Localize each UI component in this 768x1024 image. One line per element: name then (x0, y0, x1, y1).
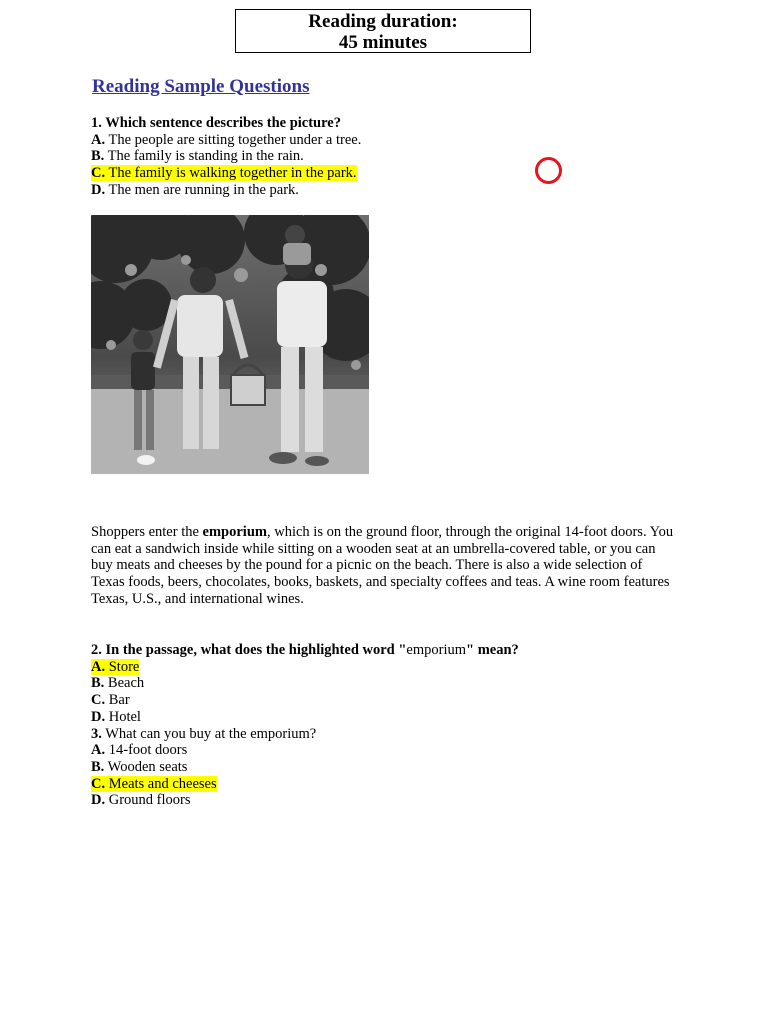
question-1-option-b: B. The family is standing in the rain. (91, 148, 304, 165)
question-2-option-a: A. Store (91, 658, 140, 675)
question-3-option-b: B. Wooden seats (91, 758, 188, 775)
section-title: Reading Sample Questions (92, 76, 310, 97)
answer-circle-icon (535, 157, 562, 184)
question-3-option-a: A. 14-foot doors (91, 742, 188, 759)
question-1-option-a: A. The people are sitting together under a tree. (91, 131, 362, 148)
question-3-option-d: D. Ground floors (91, 792, 191, 809)
question-1-option-d: D. The men are running in the park. (91, 181, 299, 198)
question-2-option-c: C. Bar (91, 692, 130, 709)
question-1-prompt: 1. Which sentence describes the picture? (91, 115, 341, 131)
question-1-option-c: C. The family is walking together in the park. (91, 165, 357, 182)
questions-2-3 (91, 642, 611, 809)
reading-duration-box (235, 9, 531, 53)
question-2-option-b: B. Beach (91, 675, 145, 692)
duration-value: 45 minutes (338, 32, 428, 53)
highlighted-word: emporium (202, 524, 267, 540)
family-walking-photo (91, 215, 369, 474)
question-2-prompt: 2. In the passage, what does the highlighted word "emporium" mean? (91, 642, 519, 658)
question-2-option-d: D. Hotel (91, 708, 141, 725)
question-1 (91, 115, 531, 199)
duration-label: Reading duration: (308, 11, 458, 32)
question-3-option-c: C. Meats and cheeses (91, 775, 217, 792)
question-3-prompt: 3. What can you buy at the emporium? (91, 725, 317, 742)
reading-passage: Shoppers enter the emporium, which is on the ground floor, through the original 14-foot doors. You can eat a sandwich inside while sitting on a wooden seat at an umbrella-covered table, or you can buy meats and cheeses by the pound for a picnic on the beach. There is also a wide selection of Texas foods, beers, chocolates, books, baskets, and specialty coffees and teas. A wine room features Texas, U.S., and international wines. (91, 524, 674, 607)
